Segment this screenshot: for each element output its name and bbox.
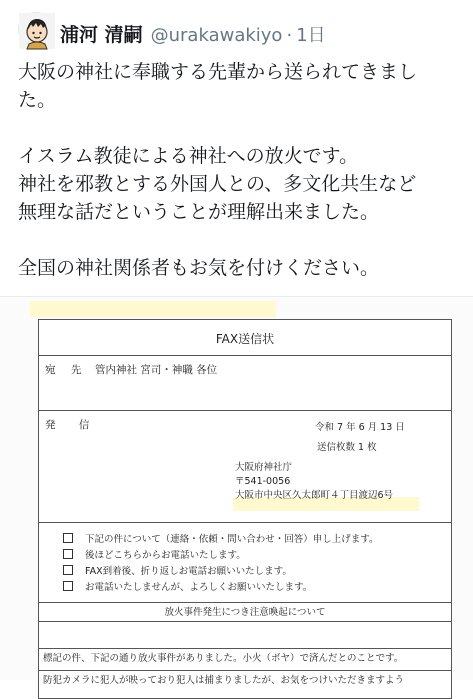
tweet-line: イスラム教徒による神社への放火です。 [18, 145, 359, 167]
sender-address: 大阪市中央区久太郎町４丁目渡辺6号 [235, 490, 394, 501]
tweet-timestamp[interactable]: 1日 [296, 25, 326, 46]
sender-label: 発 信 [45, 419, 100, 431]
check-label: FAX到着後、折り返しお電話お願いいたします。 [85, 566, 292, 577]
checkbox-icon [63, 533, 73, 543]
separator-dot: · [286, 25, 293, 46]
check-label: お電話いたしませんが、よろしくお願いいたします。 [85, 582, 313, 593]
checkbox-icon [63, 565, 73, 575]
sender-block [235, 461, 393, 503]
check-item [63, 547, 246, 561]
fax-title: FAX送信状 [39, 320, 451, 356]
fax-date: 令和 7 年 6 月 13 日 [315, 422, 405, 433]
sender-name: 大阪府神社庁 [235, 462, 293, 473]
tweet-line: 無理な話だということが理解出来ました。 [18, 201, 380, 223]
cartoon-avatar-icon [19, 13, 55, 49]
recipient-label: 宛 先 [45, 364, 88, 376]
fax-recipient-row [39, 356, 451, 410]
fax-subject: 放火事件発生につき注意喚起について [39, 602, 451, 622]
check-label: 後ほどこちらからお電話いたします。 [85, 550, 246, 561]
user-handle[interactable]: @urakawakiyo [150, 25, 283, 46]
avatar[interactable] [18, 12, 54, 48]
display-name[interactable]: 浦河 清嗣 [60, 24, 143, 46]
tweet-header [60, 20, 326, 46]
checkbox-list [39, 522, 451, 594]
checkbox-icon [63, 581, 73, 591]
tweet-image[interactable] [0, 296, 473, 686]
tweet-line: た。 [18, 89, 57, 111]
sender-postal: 〒541-0056 [235, 476, 291, 487]
page-count: 送信枚数 1 枚 [317, 442, 377, 453]
fax-document [38, 319, 452, 699]
recipient-value: 管内神社 宮司・神職 各位 [95, 364, 218, 376]
tweet-text [18, 58, 463, 282]
check-item [63, 579, 312, 593]
checkbox-icon [63, 549, 73, 559]
fax-sender-row [39, 410, 451, 522]
check-item [63, 563, 292, 577]
tweet-line: 大阪の神社に奉職する先輩から送られてきまし [18, 61, 418, 83]
tweet-line: 全国の神社関係者もお気を付けください。 [18, 257, 380, 279]
fax-body-line: 標記の件、下記の通り放火事件がありました。小火（ボヤ）で済んだとのことです。 [39, 648, 451, 670]
tweet-line: 神社を邪教とする外国人との、多文化共生など [18, 173, 417, 195]
check-item [63, 531, 379, 545]
fax-body-line: 防犯カメラに犯人が映っており犯人は捕まりましたが、お気をつけいただきますよう [39, 670, 451, 692]
highlight-mark [30, 301, 276, 317]
check-label: 下記の件について（連絡・依頼・問い合わせ・回答）申し上げます。 [85, 534, 379, 545]
